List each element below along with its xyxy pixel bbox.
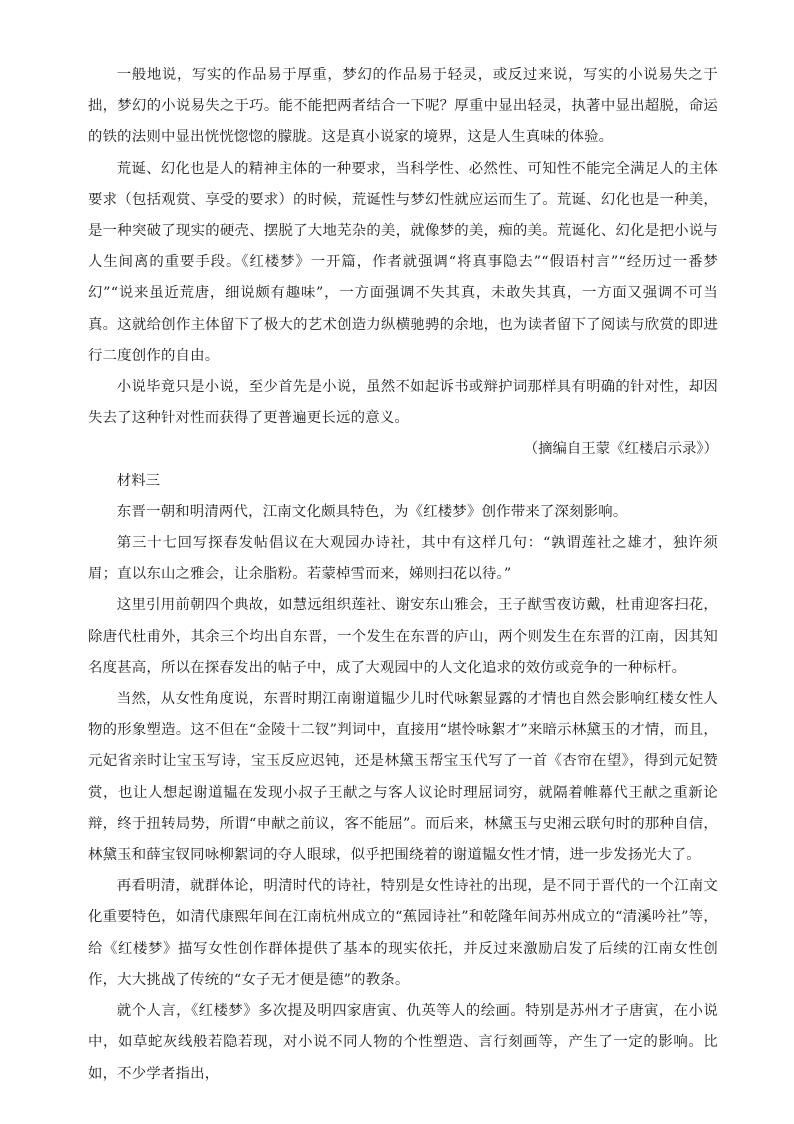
- source-citation: （摘编自王蒙《红楼启示录》）: [523, 441, 718, 458]
- body-paragraph: 这里引用前朝四个典故，如慧远组织莲社、谢安东山雅会，王子猷雪夜访戴，杜甫迎客扫花，除唐代杜甫外，其余三个均出自东晋，一个发生在东晋的庐山，两个则发生在东晋的江南，因其知名度甚高，所以在探春发出的帖子中，成了大观园中的人文化追求的效仿或竞争的一种标杆。: [88, 597, 718, 676]
- body-paragraph: 小说毕竟只是小说，至少首先是小说，虽然不如起诉书或辩护词那样具有明确的针对性，却因失去了这种针对性而获得了更普遍更长远的意义。: [88, 379, 718, 427]
- body-paragraph: 再看明清，就群体论，明清时代的诗社，特别是女性诗社的出现，是不同于晋代的一个江南文化重要特色，如清代康熙年间在江南杭州成立的“蕉园诗社”和乾隆年间苏州成立的“清溪吟社”等，给《红楼梦》描写女性创作群体提供了基本的现实依托，并反过来激励启发了后续的江南女性创作，大大挑战了传统的“女子无才便是德”的教条。: [88, 878, 718, 988]
- body-paragraph: 荒诞、幻化也是人的精神主体的一种要求，当科学性、必然性、可知性不能完全满足人的主体要求（包括观赏、享受的要求）的时候，荒诞性与梦幻性就应运而生了。荒诞、幻化也是一种美，是一种突破了现实的硬壳、摆脱了大地芜杂的美，就像梦的美，痴的美。荒诞化、幻化是把小说与人生间离的重要手段。《红楼梦》一开篇，作者就强调“将真事隐去”“假语村言”“经历过一番梦幻”“说来虽近荒唐，细说颇有趣味”，一方面强调不失其真，未敢失其真，一方面又强调不可当真。这就给创作主体留下了极大的艺术创造力纵横驰骋的余地，也为读者留下了阅读与欣赏的即进行二度创作的自由。: [88, 160, 718, 364]
- body-paragraph: 一般地说，写实的作品易于厚重，梦幻的作品易于轻灵，或反过来说，写实的小说易失之于拙，梦幻的小说易失之于巧。能不能把两者结合一下呢？厚重中显出轻灵，执著中显出超脱，命运的铁的法则中显出恍恍惚惚的朦胧。这是真小说家的境界，这是人生真味的体验。: [88, 67, 718, 146]
- body-paragraph: 就个人言，《红楼梦》多次提及明四家唐寅、仇英等人的绘画。特别是苏州才子唐寅，在小说中，如草蛇灰线般若隐若现，对小说不同人物的个性塑造、言行刻画等，产生了一定的影响。比如，不少学者指出，: [88, 1003, 718, 1082]
- body-paragraph: 当然，从女性角度说，东晋时期江南谢道韫少儿时代咏絮显露的才情也自然会影响红楼女性人物的形象塑造。这不但在“金陵十二钗”判词中，直接用“堪怜咏絮才”来暗示林黛玉的才情，而且，元妃省亲时让宝玉写诗，宝玉反应迟钝，还是林黛玉帮宝玉代写了一首《杏帘在望》，得到元妃赞赏，也让人想起谢道韫在发现小叔子王献之与客人议论时理屈词穷，就隔着帷幕代王献之重新论辩，终于扭转局势，所谓“申献之前议，客不能屈”。而后来，林黛玉与史湘云联句时的那种自信，林黛玉和薛宝钗同咏柳絮词的夺人眼球，似乎把围绕着的谢道韫女性才情，进一步发扬光大了。: [88, 691, 718, 864]
- body-paragraph: 东晋一朝和明清两代，江南文化颇具特色，为《红楼梦》创作带来了深刻影响。: [116, 503, 628, 520]
- body-paragraph: 第三十七回写探春发帖倡议在大观园办诗社，其中有这样几句：“孰谓莲社之雄才，独许须眉；直以东山之雅会，让余脂粉。若蒙棹雪而来，娣则扫花以待。”: [88, 535, 718, 583]
- section-heading: 材料三: [116, 472, 160, 489]
- document-page: [88, 60, 718, 1090]
